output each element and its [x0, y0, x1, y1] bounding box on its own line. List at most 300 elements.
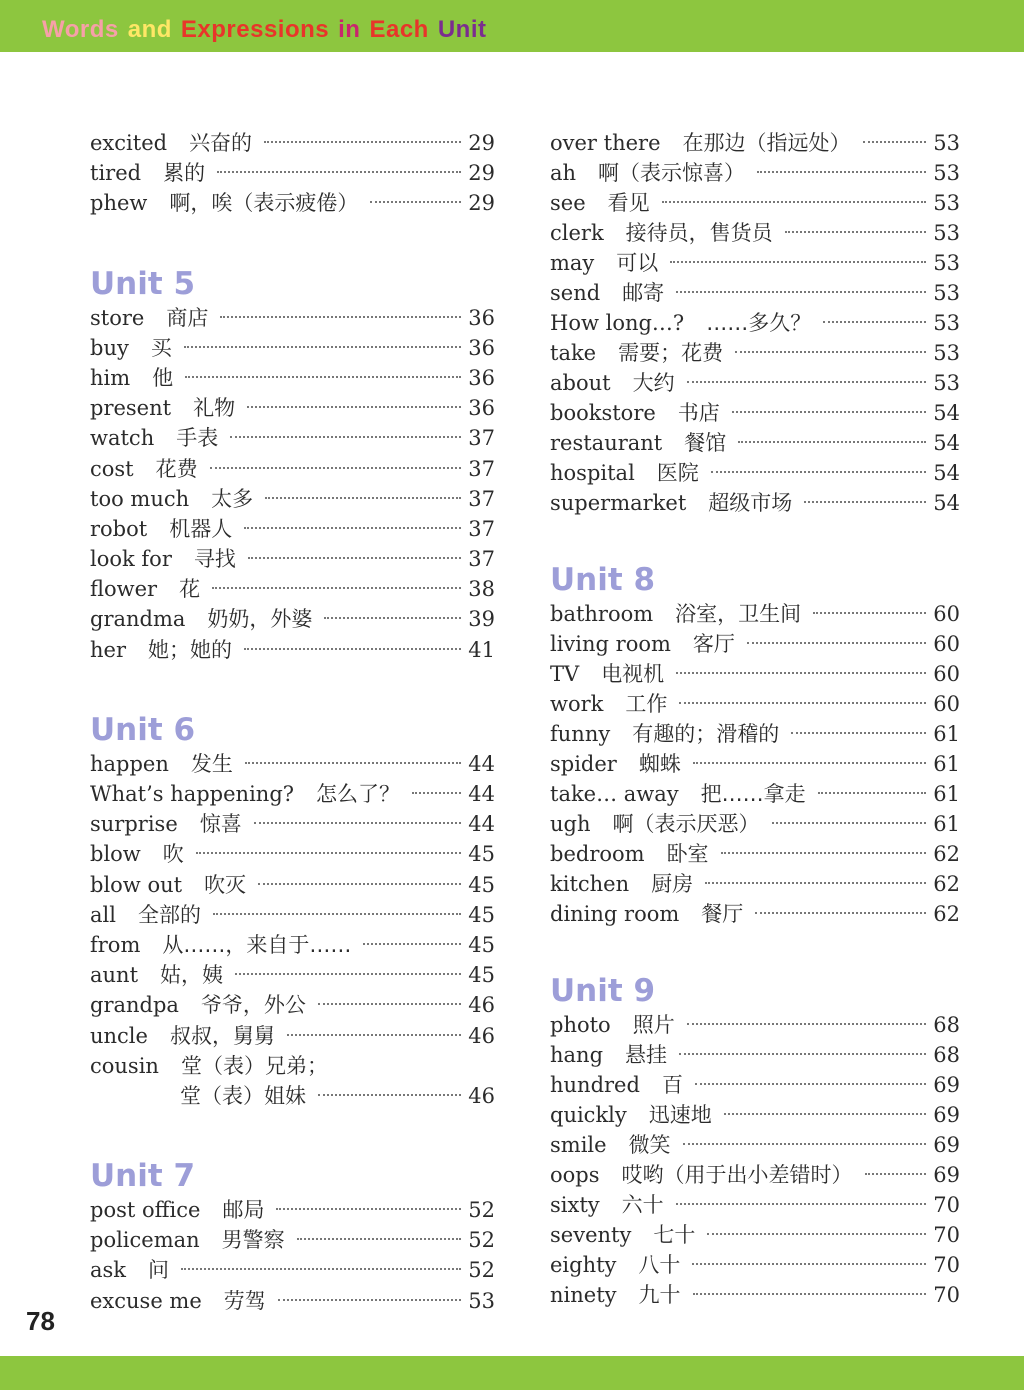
vocab-entry [550, 488, 960, 518]
unit-heading: Unit 6 [90, 711, 196, 748]
entry-page: 70 [933, 1283, 960, 1307]
dot-leader [747, 642, 926, 644]
entry-chinese: 九十 [638, 1283, 681, 1307]
entry-english: take [550, 341, 597, 365]
unit-heading: Unit 7 [90, 1158, 196, 1195]
header-word: in [338, 16, 361, 43]
entry-english: grandma [90, 607, 186, 632]
vocab-entry [90, 188, 495, 218]
vocab-entry [90, 128, 495, 158]
entry-chinese: 他 [152, 365, 174, 390]
entry-page: 52 [468, 1198, 495, 1223]
entry-page: 53 [933, 221, 960, 245]
vocab-entry [90, 574, 495, 604]
vocab-entry [550, 629, 960, 659]
entry-english: surprise [90, 812, 178, 837]
entry-english: funny [550, 722, 611, 746]
vocab-entry [550, 248, 960, 278]
dot-leader [264, 141, 461, 143]
vocab-entry [550, 368, 960, 398]
vocab-entry [550, 869, 960, 899]
entry-english: photo [550, 1013, 611, 1037]
entry-chinese: 照片 [632, 1013, 675, 1037]
entry-english: sixty [550, 1193, 600, 1217]
entry-english: How long…? [550, 311, 685, 335]
entry-english: store [90, 305, 145, 330]
entry-chinese: 哎哟（用于出小差错时） [621, 1163, 853, 1187]
entry-chinese: 奶奶，外婆 [207, 607, 313, 632]
entry-page: 70 [933, 1223, 960, 1247]
entry-english: policeman [90, 1228, 200, 1253]
vocab-entry [90, 1225, 495, 1255]
dot-leader [258, 883, 461, 885]
vocab-entry [90, 960, 495, 990]
dot-leader [863, 141, 926, 143]
vocab-entry [550, 749, 960, 779]
entry-chinese: 看见 [607, 191, 650, 215]
entry-chinese: 在那边（指远处） [682, 131, 851, 155]
entry-english: all [90, 902, 116, 927]
entry-english: her [90, 637, 126, 662]
dot-leader [318, 1094, 461, 1096]
dot-leader [212, 587, 461, 589]
entry-page: 36 [468, 396, 495, 421]
entry-chinese: 商店 [166, 305, 209, 330]
entry-english: flower [90, 577, 158, 602]
entry-chinese: 医院 [656, 461, 699, 485]
dot-leader [676, 672, 926, 674]
entry-chinese: 电视机 [601, 662, 665, 686]
entry-chinese: 啊，唉（表示疲倦） [169, 191, 359, 216]
vocab-entry [90, 990, 495, 1020]
vocab-entry [550, 188, 960, 218]
vocab-entry [90, 749, 495, 779]
entry-chinese: 叔叔，舅舅 [169, 1023, 275, 1048]
entry-page: 54 [933, 461, 960, 485]
entry-chinese: 六十 [621, 1193, 664, 1217]
vocab-entry [90, 1021, 495, 1051]
entry-english: work [550, 692, 604, 716]
entry-chinese: 礼物 [193, 396, 236, 421]
entry-chinese: 七十 [653, 1223, 696, 1247]
entry-english: post office [90, 1198, 201, 1223]
dot-leader [804, 501, 926, 503]
vocab-entry [550, 1100, 960, 1130]
vocab-entry [550, 458, 960, 488]
dot-leader [265, 497, 461, 499]
dot-leader [679, 702, 926, 704]
dot-leader [662, 201, 926, 203]
entry-page: 36 [468, 365, 495, 390]
dot-leader [184, 346, 461, 348]
dot-leader [248, 557, 461, 559]
entry-english: ninety [550, 1283, 617, 1307]
dot-leader [732, 411, 926, 413]
entry-chinese: 累的 [163, 161, 206, 186]
entry-page: 29 [468, 191, 495, 216]
entry-page: 54 [933, 401, 960, 425]
entry-chinese: 买 [150, 335, 172, 360]
entry-english: quickly [550, 1103, 627, 1127]
vocab-entry [90, 363, 495, 393]
dot-leader [278, 1299, 461, 1301]
vocab-entry [90, 333, 495, 363]
dot-leader [412, 792, 461, 794]
dot-leader [738, 441, 926, 443]
entry-english: robot [90, 516, 148, 541]
dot-leader [693, 762, 926, 764]
vocab-entry [550, 278, 960, 308]
entry-page: 36 [468, 335, 495, 360]
dot-leader [676, 291, 926, 293]
entry-chinese: 问 [148, 1258, 170, 1283]
dot-leader [818, 792, 926, 794]
entry-english: him [90, 365, 131, 390]
entry-english: eighty [550, 1253, 617, 1277]
vocab-entry [550, 689, 960, 719]
dot-leader [185, 376, 461, 378]
right-column [550, 128, 960, 1310]
dot-leader [823, 321, 926, 323]
entry-chinese: 餐厅 [701, 902, 744, 926]
entry-chinese: 全部的 [137, 902, 201, 927]
entry-english: spider [550, 752, 617, 776]
entry-chinese: 悬挂 [625, 1043, 668, 1067]
entry-page: 44 [468, 812, 495, 837]
entry-chinese: 八十 [638, 1253, 681, 1277]
entry-page: 62 [933, 842, 960, 866]
vocab-entry [90, 303, 495, 333]
entry-english: tired [90, 161, 142, 186]
dot-leader [210, 467, 461, 469]
entry-chinese: 迅速地 [648, 1103, 712, 1127]
vocab-entry [90, 544, 495, 574]
left-column [90, 128, 495, 1316]
entry-page: 44 [468, 782, 495, 806]
entry-english: oops [550, 1163, 600, 1187]
dot-leader [791, 732, 926, 734]
dot-leader [324, 617, 461, 619]
vocab-entry [550, 428, 960, 458]
entry-page: 53 [933, 251, 960, 275]
entry-english: hang [550, 1043, 604, 1067]
header-word: and [127, 16, 172, 43]
entry-page: 61 [933, 812, 960, 836]
entry-page: 39 [468, 607, 495, 632]
entry-chinese: 她；她的 [148, 637, 232, 662]
entry-chinese: 工作 [625, 692, 668, 716]
vocab-entry [550, 158, 960, 188]
entry-english: supermarket [550, 491, 687, 515]
dot-leader [695, 1083, 926, 1085]
dot-leader [755, 912, 926, 914]
entry-english: may [550, 251, 595, 275]
entry-chinese: 花费 [155, 456, 198, 481]
entry-english: clerk [550, 221, 604, 245]
entry-page: 45 [468, 963, 495, 988]
entry-page: 46 [468, 1083, 495, 1108]
vocab-entry [90, 1081, 495, 1111]
entry-page: 41 [468, 637, 495, 662]
entry-chinese: 蜘蛛 [638, 752, 681, 776]
dot-leader [247, 406, 461, 408]
entry-page: 53 [933, 281, 960, 305]
vocab-entry [550, 1160, 960, 1190]
vocab-entry [550, 659, 960, 689]
vocab-entry [90, 900, 495, 930]
vocab-entry [90, 809, 495, 839]
entry-page: 53 [933, 311, 960, 335]
vocab-entry [550, 308, 960, 338]
entry-chinese: 超级市场 [708, 491, 793, 515]
entry-english: What’s happening? [90, 782, 295, 806]
entry-chinese: 有趣的；滑稽的 [632, 722, 780, 746]
dot-leader [711, 471, 926, 473]
entry-chinese: 邮局 [222, 1198, 265, 1223]
entry-page: 37 [468, 456, 495, 481]
entry-chinese: 太多 [211, 486, 254, 511]
vocab-entry [90, 1051, 495, 1081]
vocab-entry [550, 899, 960, 929]
dot-leader [724, 1113, 926, 1115]
entry-chinese: 把……拿走 [700, 782, 806, 806]
vocab-entry [90, 393, 495, 423]
entry-page: 37 [468, 426, 495, 451]
vocab-entry [90, 1195, 495, 1225]
entry-chinese: 接待员，售货员 [625, 221, 773, 245]
dot-leader [363, 943, 461, 945]
vocab-entry [90, 158, 495, 188]
entry-page: 44 [468, 751, 495, 776]
entry-english: see [550, 191, 586, 215]
entry-page: 62 [933, 902, 960, 926]
entry-chinese: 爷爷，外公 [200, 993, 306, 1018]
entry-page: 52 [468, 1228, 495, 1253]
entry-page: 69 [933, 1073, 960, 1097]
dot-leader [679, 1053, 926, 1055]
dot-leader [217, 171, 461, 173]
dot-leader [683, 1143, 926, 1145]
dot-leader [230, 436, 461, 438]
unit-heading: Unit 5 [90, 265, 196, 302]
entry-english: smile [550, 1133, 607, 1157]
entry-chinese: 花 [179, 577, 201, 602]
vocab-entry [550, 1070, 960, 1100]
entry-english: uncle [90, 1023, 148, 1048]
entry-chinese: 机器人 [169, 516, 233, 541]
dot-leader [707, 1233, 926, 1235]
entry-page: 53 [933, 131, 960, 155]
vocab-entry [90, 514, 495, 544]
vocab-entry [90, 454, 495, 484]
vocab-entry [550, 218, 960, 248]
vocab-entry [550, 338, 960, 368]
header-word: Each [369, 16, 429, 43]
entry-english: too much [90, 486, 190, 511]
entry-chinese: 怎么了？ [316, 782, 401, 806]
entry-chinese: 兴奋的 [189, 131, 253, 155]
dot-leader [735, 351, 926, 353]
vocab-entry [550, 779, 960, 809]
entry-page: 45 [468, 902, 495, 927]
dot-leader [318, 1003, 461, 1005]
entry-english: living room [550, 632, 671, 656]
entry-english: seventy [550, 1223, 632, 1247]
entry-english: ugh [550, 812, 591, 836]
entry-page: 60 [933, 662, 960, 686]
entry-page: 37 [468, 547, 495, 572]
entry-english: look for [90, 547, 172, 572]
dot-leader [772, 822, 927, 824]
dot-leader [244, 527, 461, 529]
entry-english: hospital [550, 461, 635, 485]
entry-page: 38 [468, 577, 495, 602]
header-word: Expressions [180, 16, 330, 43]
entry-chinese: 手表 [176, 426, 219, 451]
entry-page: 68 [933, 1013, 960, 1037]
footer-bar [0, 1356, 1024, 1390]
entry-page: 54 [933, 491, 960, 515]
entry-chinese: 百 [661, 1073, 683, 1097]
vocab-entry [90, 423, 495, 453]
vocab-entry [90, 870, 495, 900]
entry-chinese: 浴室，卫生间 [675, 602, 802, 626]
entry-english: buy [90, 335, 129, 360]
entry-page: 46 [468, 993, 495, 1018]
entry-english: hundred [550, 1073, 640, 1097]
dot-leader [757, 171, 926, 173]
entry-page: 29 [468, 131, 495, 155]
entry-english: watch [90, 426, 155, 451]
dot-leader [676, 1203, 926, 1205]
unit-heading: Unit 9 [550, 973, 656, 1009]
vocab-entry [550, 1220, 960, 1250]
entry-english: cost [90, 456, 134, 481]
entry-english: ah [550, 161, 577, 185]
entry-chinese: 男警察 [221, 1228, 285, 1253]
vocab-entry [90, 930, 495, 960]
entry-english: bedroom [550, 842, 645, 866]
dot-leader [705, 882, 926, 884]
entry-page: 29 [468, 161, 495, 186]
entry-english: excuse me [90, 1288, 202, 1313]
header-word: Words [42, 16, 119, 43]
entry-english: dining room [550, 902, 680, 926]
entry-chinese: 劳驾 [223, 1288, 266, 1313]
dot-leader [181, 1268, 461, 1270]
dot-leader [196, 852, 461, 854]
entry-english: take… away [550, 782, 679, 806]
entry-page: 60 [933, 602, 960, 626]
dot-leader [721, 852, 926, 854]
entry-english: restaurant [550, 431, 663, 455]
entry-english: phew [90, 191, 148, 216]
vocab-entry [550, 1250, 960, 1280]
dot-leader [687, 1023, 926, 1025]
dot-leader [670, 261, 926, 263]
vocab-entry [550, 1040, 960, 1070]
vocab-entry [550, 1130, 960, 1160]
entry-page: 53 [468, 1288, 495, 1313]
entry-chinese: 客厅 [692, 632, 735, 656]
entry-chinese: 需要；花费 [618, 341, 724, 365]
entry-page: 53 [933, 341, 960, 365]
vocab-entry [90, 779, 495, 809]
vocab-entry [550, 398, 960, 428]
dot-leader [220, 316, 461, 318]
header-banner [0, 0, 1024, 52]
dot-leader [370, 201, 461, 203]
entry-chinese: 堂（表）兄弟； [180, 1053, 328, 1078]
vocab-entry [550, 128, 960, 158]
entry-page: 62 [933, 872, 960, 896]
entry-chinese: 啊（表示惊喜） [598, 161, 746, 185]
entry-english: happen [90, 751, 169, 776]
entry-chinese: 书店 [677, 401, 720, 425]
entry-english: grandpa [90, 993, 179, 1018]
entry-page: 61 [933, 752, 960, 776]
vocab-entry [550, 719, 960, 749]
entry-chinese: 堂（表）姐妹 [180, 1083, 306, 1108]
dot-leader [865, 1173, 926, 1175]
vocab-entry [90, 484, 495, 514]
header-title [42, 16, 496, 44]
entry-english: from [90, 932, 141, 957]
entry-page: 54 [933, 431, 960, 455]
vocab-entry [550, 809, 960, 839]
entry-english: present [90, 396, 172, 421]
entry-english: bathroom [550, 602, 654, 626]
entry-chinese: 惊喜 [199, 812, 242, 837]
entry-chinese: 微笑 [628, 1133, 671, 1157]
dot-leader [245, 762, 461, 764]
entry-english: kitchen [550, 872, 630, 896]
entry-page: 36 [468, 305, 495, 330]
entry-page: 45 [468, 842, 495, 867]
unit-heading: Unit 8 [550, 562, 656, 598]
vocab-entry [550, 1010, 960, 1040]
dot-leader [813, 612, 926, 614]
entry-english: blow [90, 842, 141, 867]
vocab-entry [90, 1286, 495, 1316]
dot-leader [692, 1263, 926, 1265]
entry-page: 69 [933, 1103, 960, 1127]
entry-chinese: 发生 [190, 751, 233, 776]
entry-page: 70 [933, 1253, 960, 1277]
dot-leader [297, 1238, 461, 1240]
entry-english: send [550, 281, 601, 305]
entry-page: 37 [468, 486, 495, 511]
entry-page: 69 [933, 1133, 960, 1157]
entry-page: 61 [933, 722, 960, 746]
entry-english: aunt [90, 963, 139, 988]
entry-english: blow out [90, 872, 183, 897]
entry-page: 53 [933, 161, 960, 185]
entry-chinese: 姑，姨 [160, 963, 224, 988]
dot-leader [213, 913, 461, 915]
entry-chinese: 寻找 [193, 547, 236, 572]
dot-leader [244, 648, 461, 650]
dot-leader [276, 1208, 461, 1210]
vocab-entry [550, 839, 960, 869]
entry-page: 70 [933, 1193, 960, 1217]
entry-page: 69 [933, 1163, 960, 1187]
entry-chinese: 啊（表示厌恶） [612, 812, 760, 836]
vocab-entry [90, 1255, 495, 1285]
vocab-entry [550, 1190, 960, 1220]
entry-chinese: 大约 [632, 371, 675, 395]
dot-leader [687, 381, 926, 383]
